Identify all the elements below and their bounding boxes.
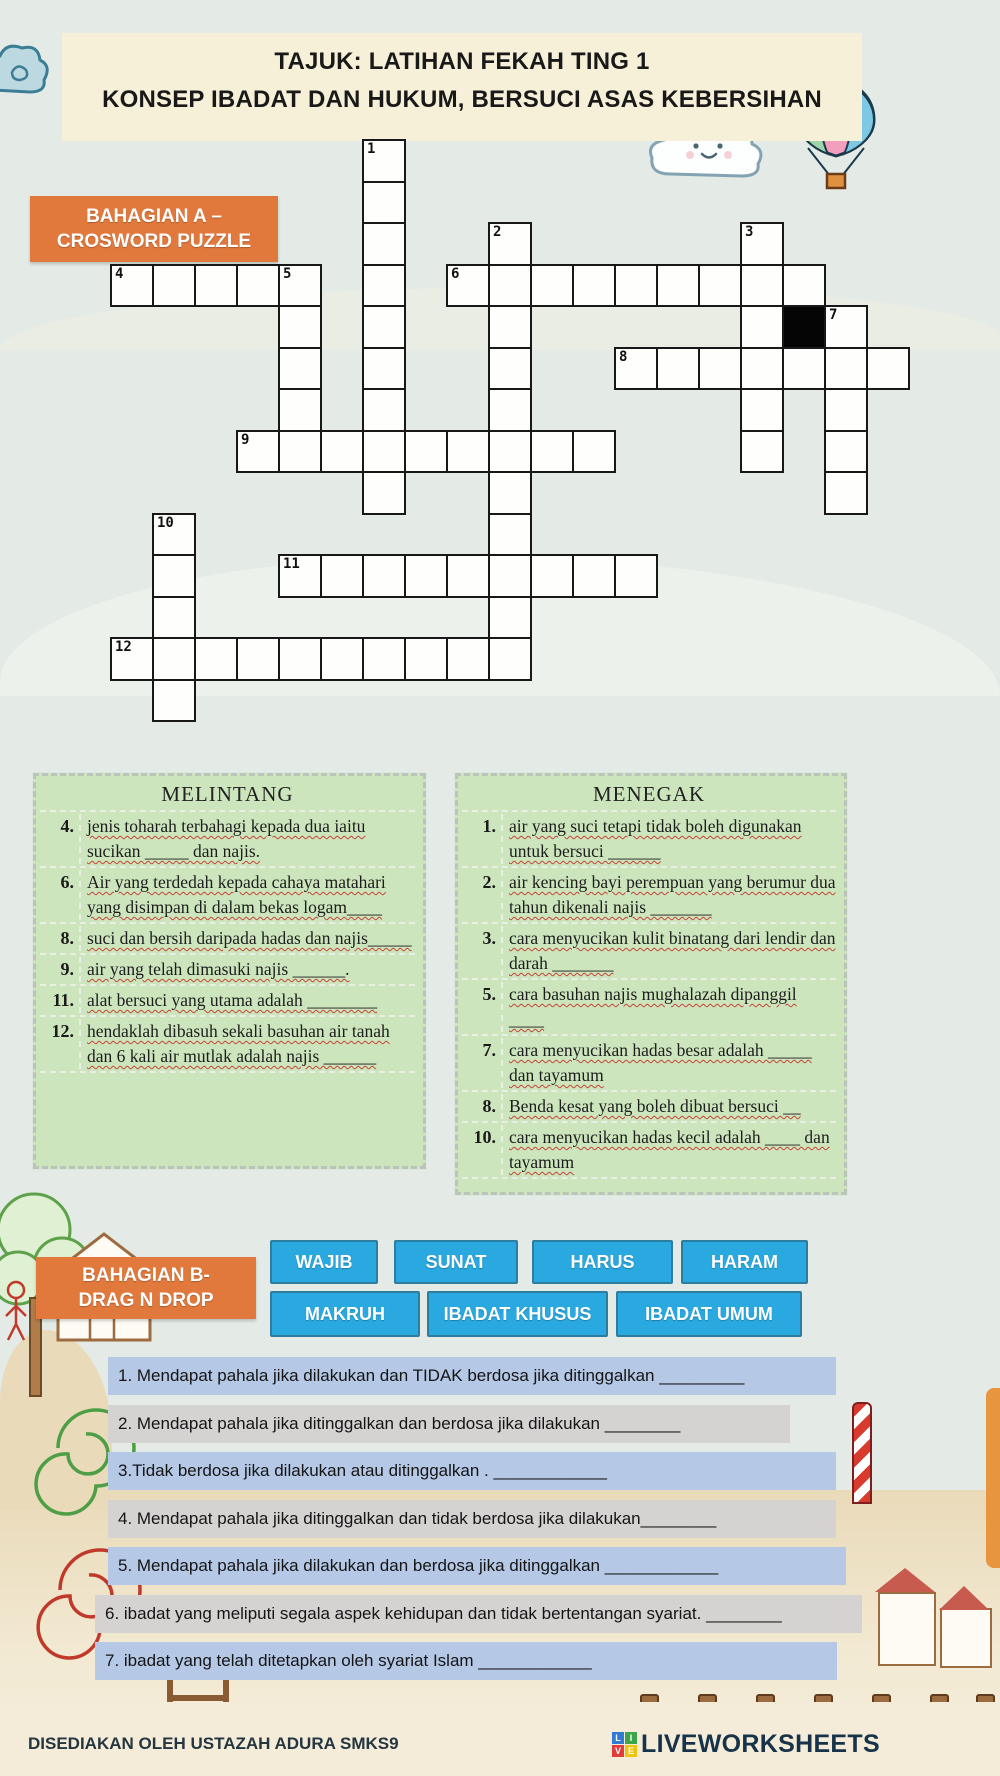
- crossword-cell[interactable]: [404, 430, 448, 474]
- crossword-cell[interactable]: [152, 554, 196, 598]
- clue-text: suci dan bersih daripada hadas dan najis_____: [79, 926, 415, 951]
- clue-item: [40, 924, 415, 955]
- question-drop-bar-6[interactable]: 6. ibadat yang meliputi segala aspek kehidupan dan tidak bertentangan syariat. ________: [95, 1595, 862, 1633]
- crossword-cell[interactable]: [698, 347, 742, 391]
- crossword-cell[interactable]: [278, 637, 322, 681]
- crossword-black-cell: [782, 305, 826, 349]
- section-a-badge-line1: BAHAGIAN A –: [86, 205, 222, 227]
- crossword-cell[interactable]: [530, 264, 574, 308]
- clue-number: 8.: [60, 928, 74, 948]
- crossword-cell[interactable]: [362, 305, 406, 349]
- clues-down-box: [455, 773, 847, 1195]
- crossword-cell[interactable]: [362, 264, 406, 308]
- question-drop-bar-7[interactable]: 7. ibadat yang telah ditetapkan oleh syariat Islam ____________: [95, 1642, 837, 1680]
- crossword-cell-number: 1: [367, 141, 376, 157]
- crossword-cell[interactable]: [740, 430, 784, 474]
- crossword-cell[interactable]: [446, 430, 490, 474]
- logo-tile-e: E: [625, 1745, 637, 1757]
- clue-number: 11.: [52, 990, 74, 1010]
- crossword-cell-number: 5: [283, 265, 292, 282]
- house-roof-doodle: [939, 1586, 989, 1610]
- clue-item: [462, 980, 836, 1036]
- crossword-cell[interactable]: [698, 264, 742, 308]
- crossword-cell[interactable]: [362, 471, 406, 515]
- crossword-cell[interactable]: [488, 637, 532, 681]
- crossword-cell[interactable]: [362, 430, 406, 474]
- question-drop-bar-4[interactable]: 4. Mendapat pahala jika ditinggalkan dan tidak berdosa jika dilakukan________: [108, 1500, 836, 1538]
- crossword-cell[interactable]: [278, 264, 322, 308]
- question-drop-bar-5[interactable]: 5. Mendapat pahala jika dilakukan dan berdosa jika ditinggalkan ____________: [108, 1547, 846, 1585]
- clue-text: cara basuhan najis mughalazah dipanggil ____: [501, 982, 836, 1032]
- crossword-cell[interactable]: [362, 388, 406, 432]
- crossword-cell[interactable]: [740, 388, 784, 432]
- clue-text: Air yang terdedah kepada cahaya matahari yang disimpan di dalam bekas logam____: [79, 870, 415, 920]
- crossword-cell-number: 9: [241, 431, 250, 448]
- drag-chip-ibadat-umum[interactable]: IBADAT UMUM: [616, 1291, 802, 1337]
- crossword-cell[interactable]: [488, 596, 532, 640]
- house-roof-doodle: [875, 1568, 935, 1592]
- crossword-cell[interactable]: [614, 264, 658, 308]
- clue-text: alat bersuci yang utama adalah ________: [79, 988, 415, 1013]
- section-a-badge-line2: CROSWORD PUZZLE: [56, 230, 252, 252]
- crossword-cell[interactable]: [488, 264, 532, 308]
- clue-text: cara menyucikan hadas kecil adalah ____ dan tayamum: [501, 1125, 836, 1175]
- crossword-cell[interactable]: [362, 222, 406, 266]
- crossword-cell[interactable]: [656, 347, 700, 391]
- crossword-cell[interactable]: [824, 430, 868, 474]
- crossword-cell[interactable]: [152, 596, 196, 640]
- crossword-cell[interactable]: [362, 347, 406, 391]
- crossword-cell[interactable]: [446, 554, 490, 598]
- crossword-cell[interactable]: [488, 305, 532, 349]
- crossword-cell[interactable]: [614, 554, 658, 598]
- clue-number: 6.: [60, 872, 74, 892]
- clue-number: 12.: [51, 1021, 74, 1041]
- clue-text: jenis toharah terbahagi kepada dua iaitu sucikan _____ dan najis.: [79, 814, 415, 864]
- crossword-cell[interactable]: [866, 347, 910, 391]
- crossword-cell[interactable]: [278, 388, 322, 432]
- crossword-cell-number: 8: [619, 348, 628, 365]
- crossword-cell[interactable]: [152, 637, 196, 681]
- clue-text: hendaklah dibasuh sekali basuhan air tanah dan 6 kali air mutlak adalah najis ______: [79, 1019, 415, 1069]
- crossword-cell[interactable]: [320, 637, 364, 681]
- crossword-cell[interactable]: [572, 430, 616, 474]
- clues-across-title: MELINTANG: [40, 780, 415, 812]
- clue-text: cara menyucikan hadas besar adalah _____ dan tayamum: [501, 1038, 836, 1088]
- clue-item: [40, 868, 415, 924]
- question-drop-bar-2[interactable]: 2. Mendapat pahala jika ditinggalkan dan berdosa jika dilakukan ________: [108, 1405, 790, 1443]
- clue-item: [40, 955, 415, 986]
- crossword-cell-number: 12: [115, 639, 132, 655]
- crossword-cell[interactable]: [278, 347, 322, 391]
- crossword-cell[interactable]: [362, 139, 406, 183]
- cloud-doodle-icon: [0, 38, 56, 102]
- drag-chip-sunat[interactable]: SUNAT: [394, 1240, 518, 1284]
- crossword-cell[interactable]: [530, 430, 574, 474]
- crossword-cell[interactable]: [824, 347, 868, 391]
- crossword-cell[interactable]: [362, 554, 406, 598]
- clues-down-title: MENEGAK: [462, 780, 836, 812]
- clue-item: [40, 1017, 415, 1073]
- clue-text: Benda kesat yang boleh dibuat bersuci __: [501, 1094, 836, 1119]
- crossword-cell[interactable]: [740, 222, 784, 266]
- crossword-cell[interactable]: [488, 388, 532, 432]
- logo-tile-v: V: [612, 1745, 624, 1757]
- crossword-cell[interactable]: [782, 347, 826, 391]
- clue-number: 8.: [482, 1096, 496, 1116]
- credit-text: DISEDIAKAN OLEH USTAZAH ADURA SMKS9: [28, 1734, 399, 1753]
- crossword-cell[interactable]: [740, 305, 784, 349]
- logo-tile-i: I: [625, 1732, 637, 1744]
- crossword-cell-number: 10: [157, 514, 174, 531]
- question-drop-bar-3[interactable]: 3.Tidak berdosa jika dilakukan atau ditinggalkan . ____________: [108, 1452, 836, 1490]
- house-doodle: [878, 1592, 936, 1666]
- crossword-cell[interactable]: [362, 181, 406, 225]
- crossword-cell[interactable]: [236, 430, 280, 474]
- clue-number: 5.: [482, 984, 496, 1004]
- crossword-cell[interactable]: [488, 347, 532, 391]
- house-doodle: [940, 1608, 992, 1668]
- crossword-cell[interactable]: [740, 264, 784, 308]
- crossword-cell[interactable]: [782, 264, 826, 308]
- crossword-cell-number: 3: [745, 224, 754, 240]
- clue-text: cara menyucikan kulit binatang dari lendir dan darah _______: [501, 926, 836, 976]
- crossword-cell[interactable]: [320, 554, 364, 598]
- clue-number: 3.: [482, 928, 496, 948]
- crossword-cell[interactable]: [278, 305, 322, 349]
- section-b-badge-line2: DRAG N DROP: [78, 1289, 214, 1311]
- crossword-cell[interactable]: [446, 637, 490, 681]
- crossword-cell-number: 4: [115, 265, 124, 282]
- clue-text: air yang telah dimasuki najis ______.: [79, 957, 415, 982]
- crossword-cell[interactable]: [824, 305, 868, 349]
- crossword-cell[interactable]: [194, 637, 238, 681]
- crossword-cell[interactable]: [362, 637, 406, 681]
- clue-item: [462, 1123, 836, 1179]
- drag-chip-haram[interactable]: HARAM: [681, 1240, 808, 1284]
- clue-text: air yang suci tetapi tidak boleh digunakan untuk bersuci ______: [501, 814, 836, 864]
- clue-number: 4.: [60, 816, 74, 836]
- section-b-badge: [36, 1257, 256, 1319]
- crossword-cell[interactable]: [488, 554, 532, 598]
- drag-chip-ibadat-khusus[interactable]: IBADAT KHUSUS: [427, 1291, 608, 1337]
- clue-number: 2.: [482, 872, 496, 892]
- crossword-cell[interactable]: [572, 264, 616, 308]
- crossword-cell[interactable]: [530, 554, 574, 598]
- clue-number: 9.: [60, 959, 74, 979]
- clue-text: air kencing bayi perempuan yang berumur dua tahun dikenali najis _______: [501, 870, 836, 920]
- crossword-cell[interactable]: [236, 264, 280, 308]
- crossword-cell[interactable]: [152, 513, 196, 557]
- worksheet-title: TAJUK: LATIHAN FEKAH TING 1: [274, 48, 650, 75]
- crossword-cell[interactable]: [404, 637, 448, 681]
- crossword-cell[interactable]: [194, 264, 238, 308]
- clue-item: [462, 924, 836, 980]
- crossword-cell[interactable]: [740, 347, 784, 391]
- crossword-cell[interactable]: [278, 430, 322, 474]
- clue-number: 7.: [482, 1040, 496, 1060]
- orange-edge-tab: [986, 1388, 1000, 1568]
- liveworksheets-logo-icon: [612, 1732, 637, 1757]
- clue-item: [462, 1092, 836, 1123]
- crossword-cell[interactable]: [488, 430, 532, 474]
- section-b-badge-line1: BAHAGIAN B-: [82, 1264, 210, 1286]
- crossword-cell[interactable]: [488, 513, 532, 557]
- crossword-cell[interactable]: [488, 471, 532, 515]
- crossword-cell-number: 11: [283, 556, 300, 572]
- crossword-cell[interactable]: [824, 471, 868, 515]
- crossword-cell[interactable]: [614, 347, 658, 391]
- section-a-badge: [30, 196, 278, 262]
- clue-number: 10.: [473, 1127, 496, 1147]
- clue-item: [40, 812, 415, 868]
- crossword-cell[interactable]: [404, 554, 448, 598]
- clue-item: [40, 986, 415, 1017]
- drag-chip-harus[interactable]: HARUS: [532, 1240, 673, 1284]
- crossword-cell-number: 7: [829, 307, 838, 323]
- crossword-cell[interactable]: [572, 554, 616, 598]
- crossword-cell[interactable]: [488, 222, 532, 266]
- crossword-cell[interactable]: [152, 264, 196, 308]
- logo-tile-l: L: [612, 1732, 624, 1744]
- liveworksheets-logo-text: LIVEWORKSHEETS: [641, 1730, 880, 1758]
- worksheet-subtitle: KONSEP IBADAT DAN HUKUM, BERSUCI ASAS KEBERSIHAN: [102, 86, 822, 113]
- crossword-cell[interactable]: [236, 637, 280, 681]
- clue-item: [462, 1036, 836, 1092]
- drag-chip-wajib[interactable]: WAJIB: [270, 1240, 378, 1284]
- clues-across-box: [33, 773, 426, 1169]
- crossword-cell[interactable]: [656, 264, 700, 308]
- clue-number: 1.: [482, 816, 496, 836]
- crossword-cell[interactable]: [278, 554, 322, 598]
- crossword-cell-number: 6: [451, 265, 460, 282]
- clue-item: [462, 868, 836, 924]
- crossword-cell[interactable]: [152, 679, 196, 723]
- crossword-cell[interactable]: [110, 264, 154, 308]
- crossword-cell[interactable]: [320, 430, 364, 474]
- drag-chip-makruh[interactable]: MAKRUH: [270, 1291, 420, 1337]
- striped-pole-doodle: [852, 1402, 872, 1504]
- crossword-cell[interactable]: [110, 637, 154, 681]
- liveworksheets-logo: [612, 1730, 880, 1759]
- crossword-cell[interactable]: [446, 264, 490, 308]
- question-drop-bar-1[interactable]: 1. Mendapat pahala jika dilakukan dan TIDAK berdosa jika ditinggalkan _________: [108, 1357, 836, 1395]
- clue-item: [462, 812, 836, 868]
- crossword-cell-number: 2: [493, 224, 502, 240]
- crossword-cell[interactable]: [824, 388, 868, 432]
